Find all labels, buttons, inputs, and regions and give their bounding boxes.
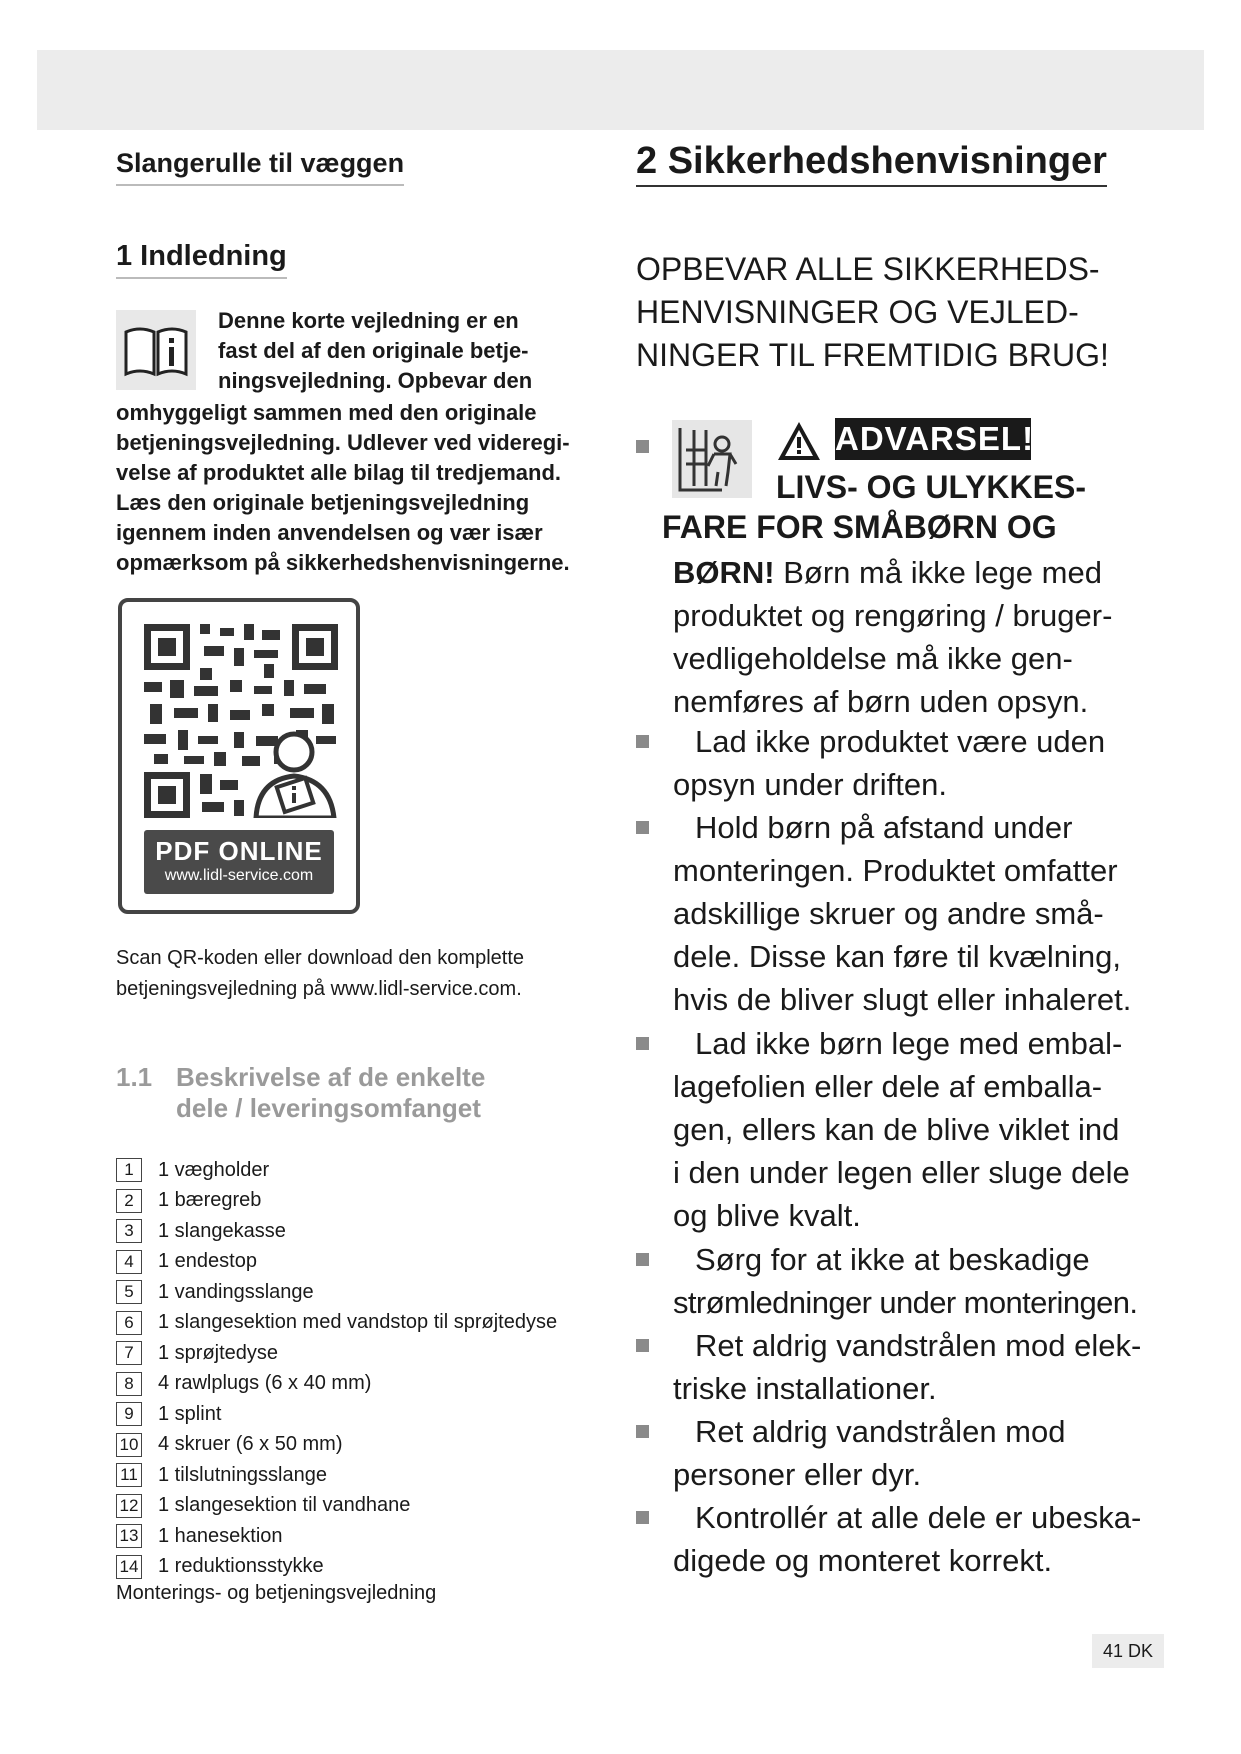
pdf-online-badge (144, 830, 334, 894)
intro-line: Denne korte vejledning er en (218, 308, 519, 333)
part-label: 1 bæregreb (158, 1189, 262, 1212)
list-item (116, 1369, 616, 1400)
list-item (116, 1491, 616, 1522)
bullet-square-icon (636, 1253, 649, 1266)
list-item (116, 1277, 616, 1308)
part-number: 10 (116, 1433, 142, 1457)
safety-line: Ret aldrig vandstrålen mod elek- (695, 1328, 1142, 1363)
part-label: 1 vandingsslange (158, 1280, 314, 1303)
safety-item (673, 720, 1153, 806)
safety-item (673, 1410, 1153, 1496)
safety-item (673, 1022, 1153, 1237)
part-number: 13 (116, 1524, 142, 1548)
warning-bold-word: BØRN! (673, 555, 775, 590)
intro-line: opmærksom på sikkerhedshenvisningerne. (116, 550, 570, 575)
part-number: 8 (116, 1372, 142, 1396)
safety-item (673, 806, 1153, 1021)
part-label: 1 slangesektion til vandhane (158, 1494, 411, 1517)
part-label: 1 tilslutningsslange (158, 1463, 327, 1486)
warning-triangle-icon (776, 420, 822, 462)
list-item (116, 1552, 616, 1583)
warning-line-rest: Børn må ikke lege med (774, 555, 1102, 590)
part-label: 1 endestop (158, 1250, 257, 1273)
safety-line: adskillige skruer og andre små- (673, 896, 1104, 931)
child-danger-icon (672, 420, 752, 498)
part-label: 1 splint (158, 1402, 222, 1425)
list-item (116, 1399, 616, 1430)
warning-line: produktet og rengøring / bruger- (673, 598, 1113, 633)
footer-manual-title: Monterings- og betjeningsvejledning (116, 1582, 437, 1604)
section-title (176, 1062, 485, 1124)
intro-line: betjeningsvejledning. Udlever ved videregi- (116, 430, 570, 455)
list-item (116, 1430, 616, 1461)
pdf-online-title: PDF ONLINE (155, 836, 323, 866)
intro-text-top (218, 306, 608, 396)
warning-heading-line: LIVS- OG ULYKKES- (776, 469, 1086, 505)
product-title: Slangerulle til væggen (116, 148, 404, 186)
part-number: 3 (116, 1219, 142, 1243)
safety-line: dele. Disse kan føre til kvælning, (673, 939, 1121, 974)
pdf-online-url: www.lidl-service.com (164, 867, 314, 884)
part-number: 12 (116, 1494, 142, 1518)
bullet-square-icon (636, 1425, 649, 1438)
part-label: 1 sprøjtedyse (158, 1341, 279, 1364)
keep-line: HENVISNINGER OG VEJLED- (636, 294, 1079, 330)
warning-label: ADVARSEL! (835, 418, 1031, 460)
safety-line: Lad ikke produktet være uden (695, 724, 1106, 759)
list-item (116, 1308, 616, 1339)
warning-body (673, 551, 1153, 723)
bullet-square-icon (636, 1511, 649, 1524)
safety-line: personer eller dyr. (673, 1457, 922, 1492)
safety-line: hvis de bliver slugt eller inhaleret. (673, 982, 1132, 1017)
list-item (116, 1186, 616, 1217)
scan-line: betjeningsvejledning på www.lidl-service.com. (116, 978, 522, 1000)
part-number: 7 (116, 1341, 142, 1365)
safety-line: digede og monteret korrekt. (673, 1543, 1053, 1578)
warning-line-first (673, 551, 1153, 594)
part-number: 9 (116, 1402, 142, 1426)
safety-line: Ret aldrig vandstrålen mod (695, 1414, 1066, 1449)
bullet-square-icon (636, 440, 649, 453)
bullet-square-icon (636, 1339, 649, 1352)
bullet-square-icon (636, 821, 649, 834)
section-1-1-heading (116, 1062, 616, 1124)
part-label: 1 hanesektion (158, 1524, 283, 1547)
keep-line: NINGER TIL FREMTIDIG BRUG! (636, 337, 1109, 373)
part-label: 1 slangesektion med vandstop til sprøjtedyse (158, 1311, 558, 1334)
safety-line: Lad ikke børn lege med embal- (695, 1026, 1123, 1061)
intro-line: velse af produktet alle bilag til tredjemand. (116, 460, 562, 485)
scan-line: Scan QR-koden eller download den komplette (116, 947, 525, 969)
intro-line: omhyggeligt sammen med den originale (116, 400, 537, 425)
safety-line: Sørg for at ikke at beskadige (695, 1242, 1090, 1277)
intro-line: Læs den originale betjeningsvejledning (116, 490, 530, 515)
safety-item (673, 1496, 1153, 1582)
part-label: 1 slangekasse (158, 1219, 286, 1242)
parts-list (116, 1155, 616, 1582)
safety-item (673, 1238, 1153, 1324)
part-number: 14 (116, 1555, 142, 1579)
keep-line: OPBEVAR ALLE SIKKERHEDS- (636, 251, 1100, 287)
list-item (116, 1155, 616, 1186)
intro-text-rest (116, 398, 616, 578)
safety-line: triske installationer. (673, 1371, 937, 1406)
manual-info-icon (116, 310, 196, 390)
header-band (37, 50, 1204, 130)
safety-line: i den under legen eller sluge dele (673, 1155, 1130, 1190)
part-label: 4 rawlplugs (6 x 40 mm) (158, 1372, 372, 1395)
part-label: 1 vægholder (158, 1158, 270, 1181)
intro-line: igennem inden anvendelsen og vær især (116, 520, 543, 545)
section-1-heading: 1 Indledning (116, 240, 287, 279)
safety-line: Kontrollér at alle dele er ubeska- (695, 1500, 1142, 1535)
list-item (116, 1338, 616, 1369)
keep-instructions (636, 248, 1136, 377)
safety-line: opsyn under driften. (673, 767, 948, 802)
part-label: 4 skruer (6 x 50 mm) (158, 1433, 343, 1456)
section-2-heading: 2 Sikkerhedshenvisninger (636, 140, 1107, 187)
section-title-line: Beskrivelse af de enkelte (176, 1062, 486, 1092)
part-number: 1 (116, 1158, 142, 1182)
part-number: 2 (116, 1189, 142, 1213)
warning-heading-line: FARE FOR SMÅBØRN OG (662, 509, 1057, 545)
warning-line: vedligeholdelse må ikke gen- (673, 641, 1073, 676)
safety-line: monteringen. Produktet omfatter (673, 853, 1118, 888)
part-number: 11 (116, 1463, 142, 1487)
qr-code-card[interactable] (118, 598, 360, 914)
intro-line: ningsvejledning. Opbevar den (218, 368, 533, 393)
safety-line: Hold børn på afstand under (695, 810, 1073, 845)
part-label: 1 reduktionsstykke (158, 1555, 324, 1578)
list-item (116, 1521, 616, 1552)
product-title-block (116, 148, 611, 186)
part-number: 4 (116, 1250, 142, 1274)
safety-line: gen, ellers kan de blive viklet ind (673, 1112, 1120, 1147)
list-item (116, 1216, 616, 1247)
page-number: 41 DK (1092, 1634, 1164, 1668)
list-item (116, 1247, 616, 1278)
section-number: 1.1 (116, 1062, 153, 1092)
safety-line: lagefolien eller dele af emballa- (673, 1069, 1103, 1104)
bullet-square-icon (636, 735, 649, 748)
part-number: 5 (116, 1280, 142, 1304)
part-number: 6 (116, 1311, 142, 1335)
safety-item (673, 1324, 1153, 1410)
bullet-square-icon (636, 1037, 649, 1050)
section-title-line: dele / leveringsomfanget (176, 1093, 481, 1123)
intro-line: fast del af den originale betje- (218, 338, 529, 363)
qr-code-icon (144, 624, 338, 818)
list-item (116, 1460, 616, 1491)
warning-line: nemføres af børn uden opsyn. (673, 684, 1089, 719)
safety-line: strømledninger under monteringen. (673, 1285, 1138, 1320)
safety-line: og blive kvalt. (673, 1198, 861, 1233)
scan-instructions (116, 943, 616, 1005)
